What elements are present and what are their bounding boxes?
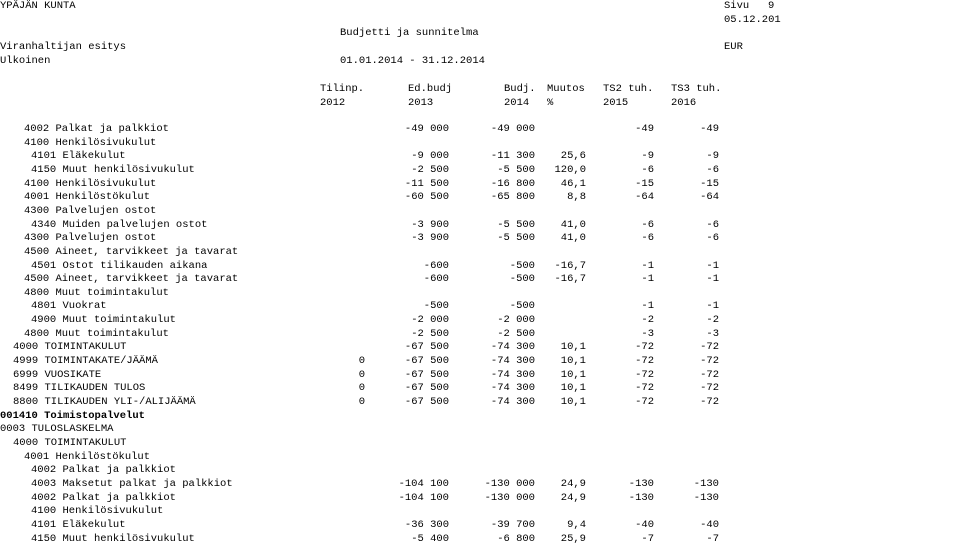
page-label: Sivu: [724, 0, 750, 12]
row-label: 4003 Maksetut palkat ja palkkiot: [31, 478, 233, 490]
row-cell-c4: 25,6: [560, 150, 586, 162]
row-label: 8800 TILIKAUDEN YLI-/ALIJÄÄMÄ: [13, 396, 196, 408]
row-label: 4340 Muiden palvelujen ostot: [31, 219, 208, 231]
row-cell-c3: -39 700: [490, 519, 535, 531]
row-cell-c2: -11 500: [404, 178, 449, 190]
row-cell-c4: 24,9: [560, 492, 586, 504]
row-cell-c6: -130: [693, 492, 719, 504]
row-cell-c2: -67 500: [404, 355, 449, 367]
row-cell-c3: -2 000: [497, 314, 535, 326]
row-label: 4300 Palvelujen ostot: [24, 205, 157, 217]
row-cell-c2: -60 500: [404, 191, 449, 203]
row-label: 4000 TOIMINTAKULUT: [13, 341, 127, 353]
row-cell-c1: 0: [358, 355, 365, 367]
row-label: 4501 Ostot tilikauden aikana: [31, 260, 208, 272]
row-label: 001410 Toimistopalvelut: [0, 410, 145, 422]
col-header-tilinp-year: 2012: [320, 97, 346, 109]
row-cell-c4: 9,4: [567, 519, 586, 531]
row-label: 8499 TILIKAUDEN TULOS: [13, 382, 146, 394]
row-cell-c5: -7: [641, 533, 654, 545]
row-cell-c6: -72: [700, 341, 719, 353]
row-cell-c4: 25,9: [560, 533, 586, 545]
row-label: 4800 Muut toimintakulut: [24, 328, 169, 340]
row-label: 4801 Vuokrat: [31, 300, 107, 312]
row-cell-c4: 10,1: [560, 355, 586, 367]
row-cell-c3: -74 300: [490, 382, 535, 394]
row-cell-c6: -72: [700, 382, 719, 394]
row-cell-c1: 0: [358, 382, 365, 394]
row-cell-c2: -67 500: [404, 341, 449, 353]
row-cell-c6: -7: [706, 533, 719, 545]
row-cell-c5: -130: [628, 478, 654, 490]
row-cell-c2: -36 300: [404, 519, 449, 531]
row-cell-c6: -3: [706, 328, 719, 340]
col-header-budj: Budj.: [504, 83, 536, 95]
row-cell-c2: -500: [423, 300, 449, 312]
col-header-ts3-year: 2016: [671, 97, 697, 109]
row-cell-c3: -49 000: [490, 123, 535, 135]
col-header-ts3: TS3 tuh.: [671, 83, 722, 95]
row-label: 4900 Muut toimintakulut: [31, 314, 176, 326]
row-label: 4100 Henkilösivukulut: [31, 505, 164, 517]
row-cell-c6: -9: [706, 150, 719, 162]
row-cell-c3: -130 000: [484, 492, 535, 504]
row-label: 4001 Henkilöstökulut: [24, 191, 151, 203]
row-cell-c3: -130 000: [484, 478, 535, 490]
row-cell-c3: -5 500: [497, 164, 535, 176]
row-cell-c2: -3 900: [411, 232, 449, 244]
row-cell-c5: -2: [641, 314, 654, 326]
row-cell-c1: 0: [358, 369, 365, 381]
col-header-muutos: Muutos: [547, 83, 585, 95]
row-cell-c3: -2 500: [497, 328, 535, 340]
row-cell-c6: -6: [706, 219, 719, 231]
row-cell-c2: -5 400: [411, 533, 449, 545]
org-name: YPÄJÄN KUNTA: [0, 0, 76, 12]
row-cell-c5: -6: [641, 164, 654, 176]
row-cell-c6: -6: [706, 164, 719, 176]
row-cell-c3: -5 500: [497, 219, 535, 231]
row-cell-c4: -16,7: [554, 260, 586, 272]
row-label: 4800 Muut toimintakulut: [24, 287, 169, 299]
row-cell-c5: -130: [628, 492, 654, 504]
row-label: 4002 Palkat ja palkkiot: [31, 492, 176, 504]
report-period: 01.01.2014 - 31.12.2014: [340, 55, 485, 67]
row-cell-c6: -64: [700, 191, 719, 203]
row-cell-c5: -1: [641, 260, 654, 272]
row-label: 4150 Muut henkilösivukulut: [31, 164, 195, 176]
row-cell-c6: -1: [706, 260, 719, 272]
row-label: 0003 TULOSLASKELMA: [0, 423, 114, 435]
row-cell-c3: -74 300: [490, 369, 535, 381]
row-cell-c5: -6: [641, 232, 654, 244]
row-cell-c6: -130: [693, 478, 719, 490]
col-header-ts2: TS2 tuh.: [603, 83, 654, 95]
row-cell-c3: -5 500: [497, 232, 535, 244]
row-cell-c6: -49: [700, 123, 719, 135]
row-cell-c3: -74 300: [490, 396, 535, 408]
row-cell-c6: -72: [700, 369, 719, 381]
page-number: 9: [768, 0, 775, 12]
row-cell-c5: -1: [641, 273, 654, 285]
row-cell-c5: -9: [641, 150, 654, 162]
row-cell-c2: -49 000: [404, 123, 449, 135]
row-label: 4101 Eläkekulut: [31, 519, 126, 531]
row-label: 4150 Muut henkilösivukulut: [31, 533, 195, 545]
row-cell-c6: -2: [706, 314, 719, 326]
row-label: 4001 Henkilöstökulut: [24, 451, 151, 463]
row-label: 4300 Palvelujen ostot: [24, 232, 157, 244]
row-cell-c4: 10,1: [560, 382, 586, 394]
row-cell-c2: -2 500: [411, 328, 449, 340]
row-label: 4999 TOIMINTAKATE/JÄÄMÄ: [13, 355, 158, 367]
row-label: 4000 TOIMINTAKULUT: [13, 437, 127, 449]
col-header-tilinp: Tilinp.: [320, 83, 365, 95]
report-date: 05.12.201: [724, 14, 781, 26]
row-cell-c2: -600: [423, 273, 449, 285]
row-cell-c4: 10,1: [560, 369, 586, 381]
row-cell-c4: 8,8: [567, 191, 586, 203]
row-cell-c2: -2 500: [411, 164, 449, 176]
row-cell-c4: 120,0: [554, 164, 586, 176]
row-cell-c3: -16 800: [490, 178, 535, 190]
row-cell-c2: -2 000: [411, 314, 449, 326]
row-cell-c6: -15: [700, 178, 719, 190]
row-cell-c6: -6: [706, 232, 719, 244]
currency-label: EUR: [724, 41, 743, 53]
report-scope: Ulkoinen: [0, 55, 51, 67]
row-label: 4500 Aineet, tarvikkeet ja tavarat: [24, 246, 239, 258]
row-cell-c6: -72: [700, 355, 719, 367]
row-cell-c2: -104 100: [398, 492, 449, 504]
row-cell-c6: -72: [700, 396, 719, 408]
row-cell-c2: -600: [423, 260, 449, 272]
row-cell-c2: -3 900: [411, 219, 449, 231]
row-cell-c5: -72: [635, 341, 654, 353]
row-cell-c2: -67 500: [404, 382, 449, 394]
row-cell-c1: 0: [358, 396, 365, 408]
row-cell-c5: -40: [635, 519, 654, 531]
col-header-edbudj-year: 2013: [408, 97, 434, 109]
row-cell-c3: -500: [509, 273, 535, 285]
col-header-ts2-year: 2015: [603, 97, 629, 109]
row-cell-c3: -500: [509, 260, 535, 272]
row-cell-c4: 41,0: [560, 219, 586, 231]
row-label: 4500 Aineet, tarvikkeet ja tavarat: [24, 273, 239, 285]
row-cell-c2: -9 000: [411, 150, 449, 162]
row-cell-c5: -15: [635, 178, 654, 190]
row-cell-c2: -67 500: [404, 396, 449, 408]
row-cell-c5: -3: [641, 328, 654, 340]
row-cell-c4: 10,1: [560, 396, 586, 408]
row-cell-c5: -6: [641, 219, 654, 231]
row-cell-c5: -72: [635, 382, 654, 394]
row-label: 4100 Henkilösivukulut: [24, 178, 157, 190]
row-cell-c3: -74 300: [490, 341, 535, 353]
row-cell-c4: -16,7: [554, 273, 586, 285]
row-cell-c4: 24,9: [560, 478, 586, 490]
row-cell-c5: -1: [641, 300, 654, 312]
row-cell-c5: -72: [635, 369, 654, 381]
row-cell-c3: -11 300: [490, 150, 535, 162]
row-label: 4002 Palkat ja palkkiot: [31, 464, 176, 476]
row-cell-c4: 10,1: [560, 341, 586, 353]
row-label: 4100 Henkilösivukulut: [24, 137, 157, 149]
row-cell-c3: -74 300: [490, 355, 535, 367]
col-header-edbudj: Ed.budj: [408, 83, 453, 95]
row-cell-c3: -500: [509, 300, 535, 312]
row-cell-c2: -67 500: [404, 369, 449, 381]
report-title: Budjetti ja sunnitelma: [340, 27, 479, 39]
row-cell-c5: -49: [635, 123, 654, 135]
report-subtitle: Viranhaltijan esitys: [0, 41, 127, 53]
row-cell-c4: 46,1: [560, 178, 586, 190]
row-cell-c5: -72: [635, 396, 654, 408]
row-label: 4101 Eläkekulut: [31, 150, 126, 162]
row-cell-c5: -64: [635, 191, 654, 203]
row-cell-c3: -65 800: [490, 191, 535, 203]
row-label: 6999 VUOSIKATE: [13, 369, 102, 381]
col-header-budj-year: 2014: [504, 97, 530, 109]
row-label: 4002 Palkat ja palkkiot: [24, 123, 169, 135]
row-cell-c6: -1: [706, 300, 719, 312]
row-cell-c2: -104 100: [398, 478, 449, 490]
row-cell-c6: -1: [706, 273, 719, 285]
row-cell-c6: -40: [700, 519, 719, 531]
row-cell-c5: -72: [635, 355, 654, 367]
col-header-muutos-unit: %: [547, 97, 554, 109]
row-cell-c3: -6 800: [497, 533, 535, 545]
row-cell-c4: 41,0: [560, 232, 586, 244]
